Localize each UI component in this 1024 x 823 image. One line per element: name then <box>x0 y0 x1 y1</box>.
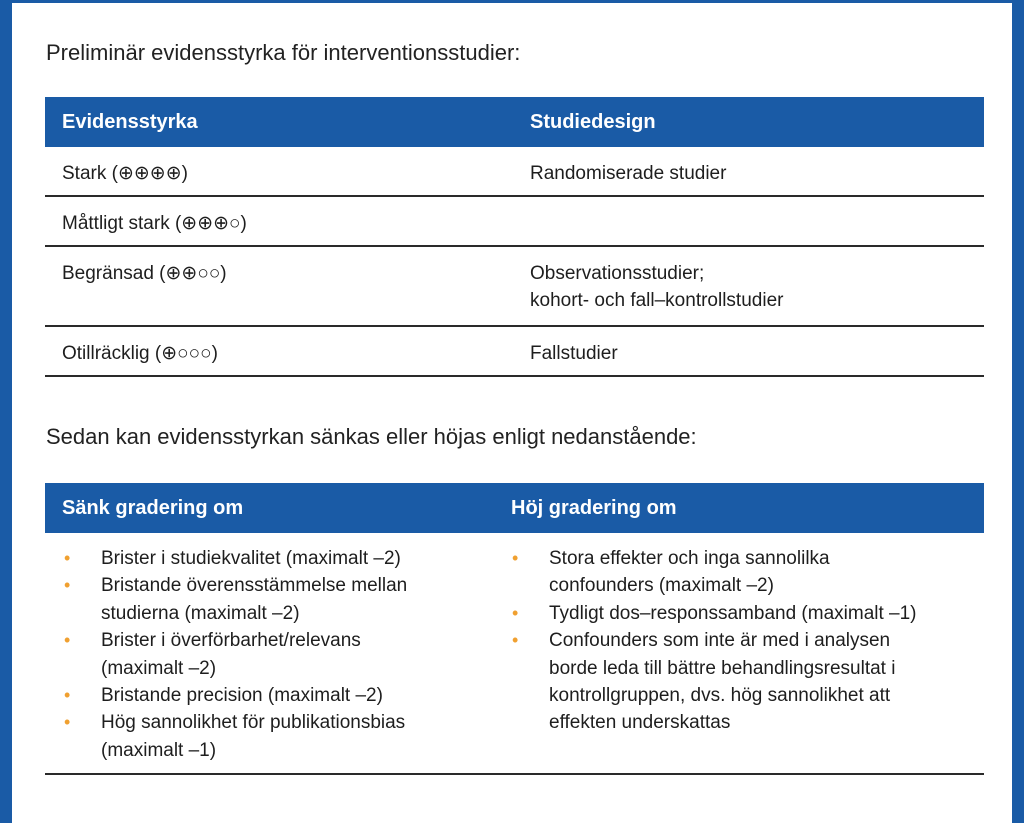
list-item: • Bristande överensstämmelse mellan studierna (maximalt –2) <box>63 572 493 627</box>
header-evidence-strength: Evidensstyrka <box>62 111 198 133</box>
evidence-strength-table <box>45 97 984 377</box>
list-item: • Stora effekter och inga sannolilka confounders (maximalt –2) <box>511 545 981 600</box>
strength-cell: Begränsad (⊕⊕○○) <box>62 263 227 284</box>
list-item: • Tydligt dos–responssamband (maximalt –1) <box>511 600 981 627</box>
design-cell: Randomiserade studier <box>530 163 727 184</box>
strength-cell: Stark (⊕⊕⊕⊕) <box>62 163 188 184</box>
table-row <box>45 327 984 377</box>
design-cell: Observationsstudier; kohort- och fall–kontrollstudier <box>530 263 784 311</box>
lower-grading-list <box>63 545 493 764</box>
grading-adjustment-table <box>45 483 984 775</box>
design-cell: Fallstudier <box>530 343 618 364</box>
heading-intervention-studies: Preliminär evidensstyrka för interventionsstudier: <box>46 40 521 65</box>
table-row <box>45 197 984 247</box>
strength-cell: Måttligt stark (⊕⊕⊕○) <box>62 213 247 234</box>
header-lower-grading: Sänk gradering om <box>62 497 244 519</box>
list-item: • Brister i studiekvalitet (maximalt –2) <box>63 545 493 572</box>
grading-body <box>45 533 984 775</box>
header-raise-grading: Höj gradering om <box>511 497 677 519</box>
heading-adjust-grading: Sedan kan evidensstyrkan sänkas eller höjas enligt nedanstående: <box>46 424 697 449</box>
table-header-row <box>45 483 984 533</box>
table-row <box>45 147 984 197</box>
header-study-design: Studiedesign <box>530 111 656 133</box>
list-item: • Hög sannolikhet för publikationsbias (maximalt –1) <box>63 709 493 764</box>
list-item: • Brister i överförbarhet/relevans (maximalt –2) <box>63 627 493 682</box>
list-item: • Bristande precision (maximalt –2) <box>63 682 493 709</box>
table-header-row <box>45 97 984 147</box>
strength-cell: Otillräcklig (⊕○○○) <box>62 343 218 364</box>
list-item: • Confounders som inte är med i analysen borde leda till bättre behandlingsresultat i kontrollgruppen, dvs. hög sannolikhet att effekten underskattas <box>511 627 981 737</box>
raise-grading-list <box>511 545 981 737</box>
table-row <box>45 247 984 327</box>
